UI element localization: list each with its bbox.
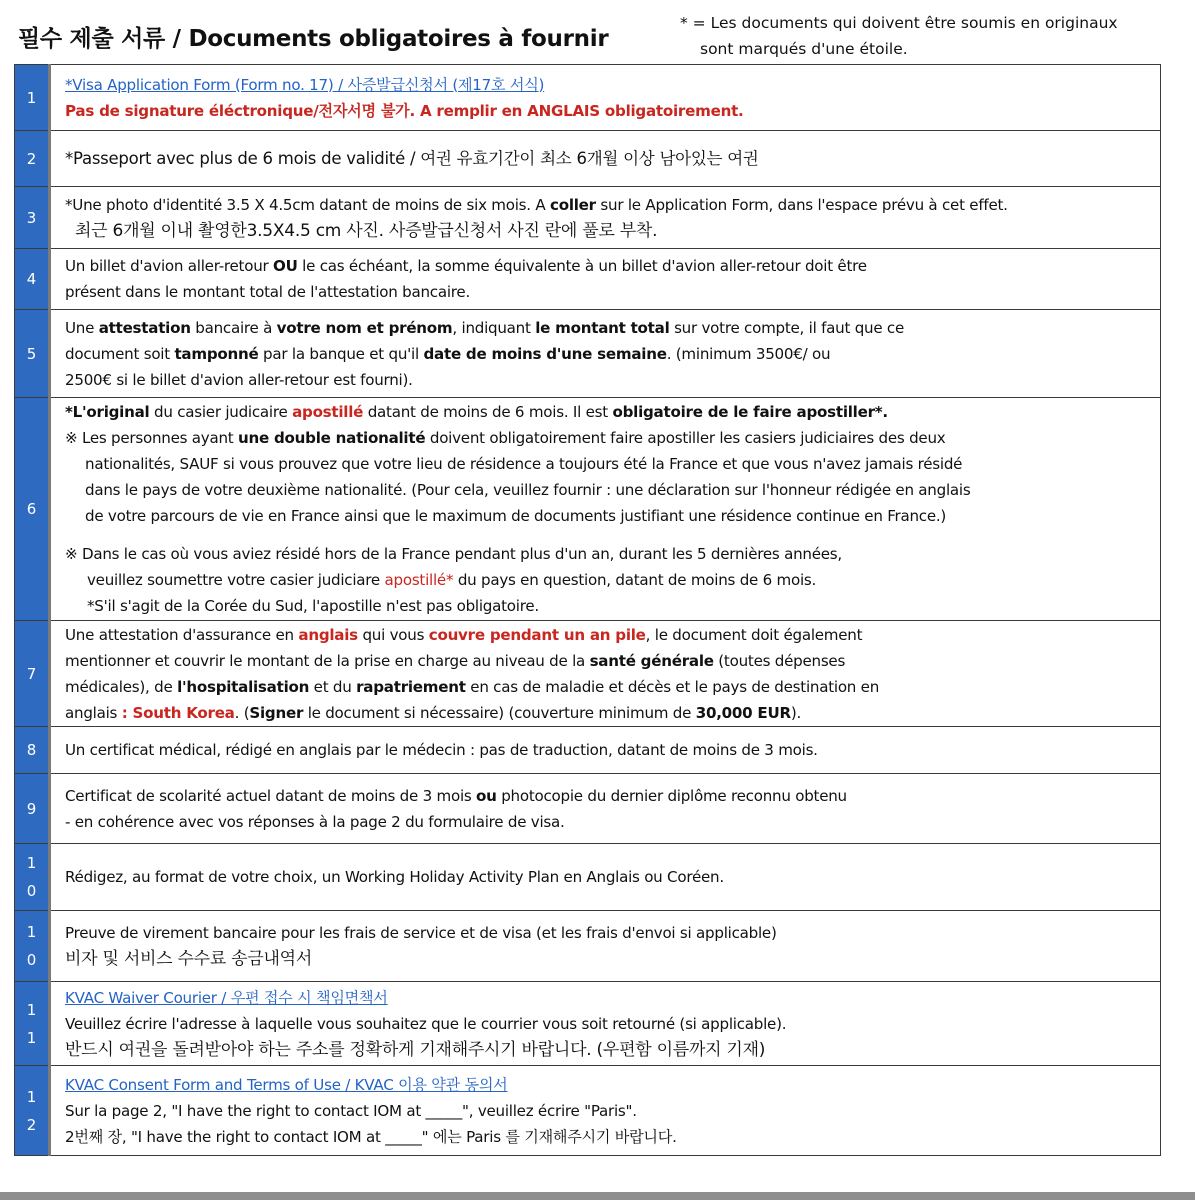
page-title: 필수 제출 서류 / Documents obligatoires à fournir — [18, 26, 609, 52]
documents-table — [14, 64, 1161, 1156]
row-number: 3 — [15, 187, 50, 249]
row-content — [50, 621, 1161, 727]
row-text: anglais : South Korea. (Signer le document si nécessaire) (couverture minimum de 30,000 EUR). — [65, 703, 802, 722]
note-line-1: * = Les documents qui doivent être soumis en originaux — [680, 14, 1118, 32]
row-number: 6 — [15, 398, 50, 621]
row-content — [50, 1066, 1161, 1156]
row-text: dans le pays de votre deuxième nationalité. (Pour cela, veuillez fournir : une déclaration sur l'honneur rédigée en anglais — [85, 481, 971, 499]
row-text: Sur la page 2, "I have the right to contact IOM at _____", veuillez écrire "Paris". — [65, 1101, 637, 1120]
row-text: Preuve de virement bancaire pour les frais de service et de visa (et les frais d'envoi si applicable) — [65, 924, 777, 942]
row-number: 8 — [15, 727, 50, 774]
visa-application-form-link[interactable]: *Visa Application Form (Form no. 17) / 사증발급신청서 (제17호 서식) — [65, 75, 545, 94]
table-row — [15, 727, 1161, 774]
row-text: - en cohérence avec vos réponses à la page 2 du formulaire de visa. — [65, 812, 565, 831]
row-content — [50, 398, 1161, 621]
row-text: *S'il s'agit de la Corée du Sud, l'apostille n'est pas obligatoire. — [87, 597, 539, 615]
row-text: *Une photo d'identité 3.5 X 4.5cm datant de moins de six mois. A coller sur le Application Form, dans l'espace prévu à cet effet. — [65, 195, 1008, 214]
row-text: 반드시 여권을 돌려받아야 하는 주소를 정확하게 기재해주시기 바랍니다. (우편함 이름까지 기재) — [65, 1039, 766, 1060]
row-text: Un billet d'avion aller-retour OU le cas échéant, la somme équivalente à un billet d'avion aller-retour doit être — [65, 257, 867, 275]
row-number: 1 — [15, 65, 50, 131]
row-number: 1 1 — [15, 982, 50, 1066]
row-text: veuillez soumettre votre casier judiciare apostillé* du pays en question, datant de moins de 6 mois. — [87, 571, 817, 589]
row-text: document soit tamponné par la banque et qu'il date de moins d'une semaine. (minimum 3500€/ ou — [65, 344, 831, 363]
table-row — [15, 1066, 1161, 1156]
table-row — [15, 65, 1161, 131]
row-content — [50, 844, 1161, 911]
kvac-consent-form-link[interactable]: KVAC Consent Form and Terms of Use / KVAC 이용 약관 동의서 — [65, 1075, 508, 1094]
kvac-waiver-courier-link[interactable]: KVAC Waiver Courier / 우편 접수 시 책임면책서 — [65, 988, 388, 1007]
row-number: 1 2 — [15, 1066, 50, 1156]
table-row — [15, 131, 1161, 187]
table-row — [15, 982, 1161, 1066]
table-row — [15, 187, 1161, 249]
row-content — [50, 131, 1161, 187]
row-content — [50, 982, 1161, 1066]
row-text: ※ Dans le cas où vous aviez résidé hors de la France pendant plus d'un an, durant les 5 dernières années, — [65, 545, 842, 563]
row-text: 2500€ si le billet d'avion aller-retour est fourni). — [65, 370, 413, 389]
row-content — [50, 911, 1161, 982]
row-number: 9 — [15, 774, 50, 844]
note-line-2: sont marqués d'une étoile. — [700, 40, 908, 58]
original-documents-note — [680, 10, 1118, 62]
row-text: de votre parcours de vie en France ainsi que le maximum de documents justifiant une résidence continue en France.) — [85, 507, 947, 525]
row-text: ※ Les personnes ayant une double nationalité doivent obligatoirement faire apostiller les casiers judiciaires des deux — [65, 429, 946, 447]
row-text: Veuillez écrire l'adresse à laquelle vous souhaitez que le courrier vous soit retourné (si applicable). — [65, 1014, 787, 1033]
row-number: 1 0 — [15, 911, 50, 982]
table-row — [15, 911, 1161, 982]
row-content — [50, 310, 1161, 398]
row-content — [50, 774, 1161, 844]
row-number: 7 — [15, 621, 50, 727]
table-row — [15, 774, 1161, 844]
row-text: Certificat de scolarité actuel datant de moins de 3 mois ou photocopie du dernier diplôme reconnu obtenu — [65, 786, 847, 805]
row-text: Une attestation bancaire à votre nom et prénom, indiquant le montant total sur votre compte, il faut que ce — [65, 318, 905, 337]
row-content — [50, 727, 1161, 774]
row-number: 2 — [15, 131, 50, 187]
row-text: Une attestation d'assurance en anglais qui vous couvre pendant un an pile, le document doit également — [65, 625, 863, 644]
row-content — [50, 65, 1161, 131]
table-row — [15, 844, 1161, 911]
row-text: nationalités, SAUF si vous prouvez que votre lieu de résidence a toujours été la France et que vous n'avez jamais résidé — [85, 455, 963, 473]
row-text: Rédigez, au format de votre choix, un Working Holiday Activity Plan en Anglais ou Coréen. — [65, 868, 724, 886]
row-number: 4 — [15, 249, 50, 310]
row-text: mentionner et couvrir le montant de la prise en charge au niveau de la santé générale (toutes dépenses — [65, 651, 846, 670]
row-text: *L'original du casier judicaire apostillé datant de moins de 6 mois. Il est obligatoire de le faire apostiller*. — [65, 403, 888, 421]
table-row — [15, 249, 1161, 310]
row-content — [50, 187, 1161, 249]
table-row — [15, 621, 1161, 727]
row-number: 1 0 — [15, 844, 50, 911]
row-text: 2번째 장, "I have the right to contact IOM at _____" 에는 Paris 를 기재해주시기 바랍니다. — [65, 1127, 677, 1146]
row-number: 5 — [15, 310, 50, 398]
row-text: 비자 및 서비스 수수료 송금내역서 — [65, 949, 313, 969]
row-content — [50, 249, 1161, 310]
bottom-scrollbar — [0, 1192, 1195, 1200]
row-text: présent dans le montant total de l'attestation bancaire. — [65, 283, 470, 301]
table-row — [15, 310, 1161, 398]
row-text: Pas de signature éléctronique/전자서명 불가. A remplir en ANGLAIS obligatoirement. — [65, 101, 744, 120]
row-text: médicales), de l'hospitalisation et du rapatriement en cas de maladie et décès et le pays de destination en — [65, 677, 880, 696]
table-row — [15, 398, 1161, 621]
row-text: Un certificat médical, rédigé en anglais par le médecin : pas de traduction, datant de moins de 3 mois. — [65, 741, 818, 759]
row-text: *Passeport avec plus de 6 mois de validité / 여권 유효기간이 최소 6개월 이상 남아있는 여권 — [65, 148, 759, 168]
row-text: 최근 6개월 이내 촬영한3.5X4.5 cm 사진. 사증발급신청서 사진 란에 풀로 부착. — [75, 220, 658, 241]
